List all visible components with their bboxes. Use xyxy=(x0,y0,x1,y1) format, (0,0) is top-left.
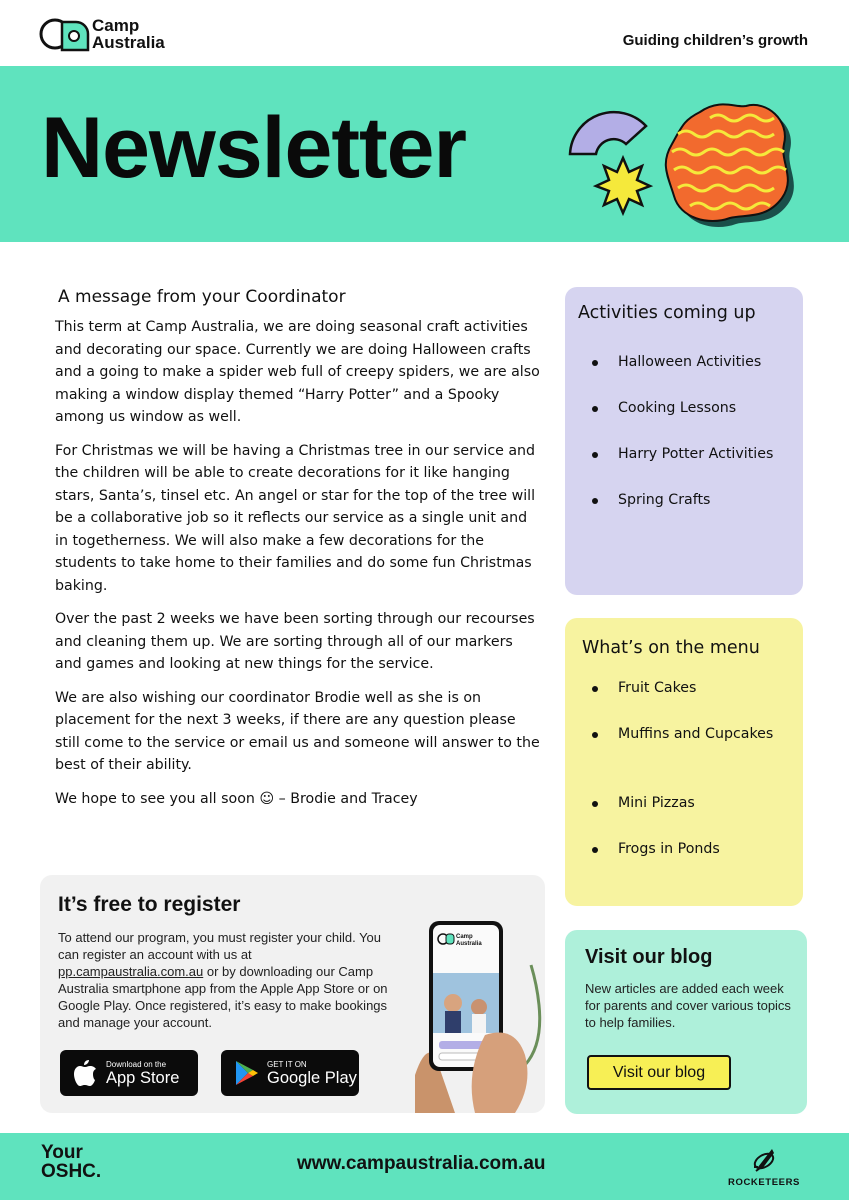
menu-title: What’s on the menu xyxy=(582,638,760,658)
phone-logo-line2: Australia xyxy=(456,941,482,947)
register-card xyxy=(40,875,545,1113)
google-play-button[interactable] xyxy=(221,1050,359,1096)
coordinator-message-body xyxy=(55,316,540,821)
list-item: Spring Crafts xyxy=(618,492,711,508)
activities-list xyxy=(565,287,803,595)
blog-body: New articles are added each week for parents and cover various topics to help families. xyxy=(585,981,791,1030)
article-paragraph: For Christmas we will be having a Christmas tree in our service and the children will be able to create decorations for it like hanging stars, Santa’s, tinsel etc. An angel or star for the top of the tree will be a collaborative job so it reflects our service as a single unit and in togetherness. We will also make a few decorations for the students to take home to their families and do some fun Christmas baking. xyxy=(55,442,536,594)
menu-list xyxy=(565,618,803,906)
google-play-small-label: GET IT ON xyxy=(267,1059,307,1069)
article-paragraph: We hope to see you all soon ☺ – Brodie and Tracey xyxy=(55,790,418,807)
blog-title: Visit our blog xyxy=(585,946,713,968)
footer xyxy=(0,1133,849,1200)
google-play-label: Google Play xyxy=(267,1068,357,1087)
list-item: Frogs in Ponds xyxy=(618,841,720,857)
article-paragraph: This term at Camp Australia, we are doing seasonal craft activities and decorating our space. Currently we are doing Halloween crafts and a going to make a spider web full of creepy spiders, we are also making a window display themed “Harry Potter” and a Spooky among us window as well. xyxy=(55,319,540,425)
article-paragraph: Over the past 2 weeks we have been sorting through our recourses and cleaning them up. We are sorting through all of our markers and games and looking at new things for the service. xyxy=(55,611,535,672)
list-item: Halloween Activities xyxy=(618,354,762,370)
your-oshc-logo: Your OSHC. xyxy=(41,1142,102,1182)
app-store-label: App Store xyxy=(106,1068,180,1087)
list-item: Fruit Cakes xyxy=(618,680,697,696)
camp-australia-logo-icon xyxy=(38,16,90,52)
app-store-small-label: Download on the xyxy=(106,1059,167,1069)
camp-australia-logo[interactable] xyxy=(38,14,188,54)
phone-logo-line1: Camp xyxy=(456,934,473,940)
article-paragraph: We are also wishing our coordinator Brodie well as she is on placement for the next 3 weeks, if there are any question please still come to the service or email us and someone will answer to the best of their ability. xyxy=(55,689,540,773)
menu-card xyxy=(565,618,803,906)
logo-text-line1: Camp xyxy=(92,16,140,35)
blog-card xyxy=(565,930,807,1114)
rocket-icon xyxy=(718,1141,810,1177)
activities-card xyxy=(565,287,803,595)
google-play-icon xyxy=(233,1058,259,1088)
list-item: Harry Potter Activities xyxy=(618,446,774,462)
apple-icon xyxy=(72,1058,98,1088)
list-item: Cooking Lessons xyxy=(618,400,737,416)
coordinator-message-heading: A message from your Coordinator xyxy=(58,287,346,307)
activities-title: Activities coming up xyxy=(578,303,756,323)
website-url[interactable]: www.campaustralia.com.au xyxy=(297,1153,546,1174)
register-body: To attend our program, you must register your child. You can register an account with us at pp.campaustralia.com.au or by downloading our Camp Australia smartphone app from the Apple App Store or on Google Play. Once registered, it’s easy to make bookings and manage your account. xyxy=(58,930,388,1030)
rocketeers-logo: ROCKETEERS xyxy=(718,1141,810,1193)
decorative-shapes-icon xyxy=(560,96,800,236)
list-item: Mini Pizzas xyxy=(618,795,695,811)
register-link[interactable]: pp.campaustralia.com.au xyxy=(58,964,204,979)
register-title: It’s free to register xyxy=(58,893,241,916)
visit-blog-button[interactable]: Visit our blog xyxy=(587,1055,731,1090)
app-store-button[interactable] xyxy=(60,1050,198,1096)
phone-in-hand-image xyxy=(415,915,545,1113)
page-title: Newsletter xyxy=(41,100,466,196)
list-item: Muffins and Cupcakes xyxy=(618,726,774,742)
tagline: Guiding children’s growth xyxy=(622,32,808,49)
logo-text-line2: Australia xyxy=(92,33,165,52)
